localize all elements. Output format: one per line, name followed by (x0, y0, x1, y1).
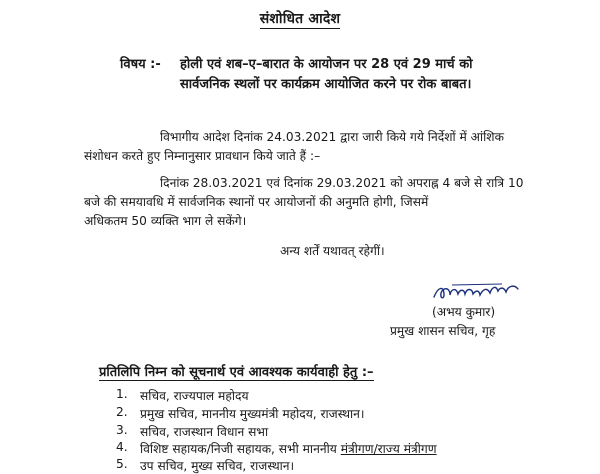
paragraph-2-line-2: बजे की समयावधि में सार्वजनिक स्थानों पर आयोजनों की अनुमति होगी, जिसमें (84, 195, 429, 209)
list-item-number: 4. (116, 440, 128, 454)
list-item: उप सचिव, मुख्य सचिव, राजस्थान। (140, 459, 295, 473)
list-item-number: 3. (116, 423, 128, 437)
document-title: संशोधित आदेश (259, 11, 341, 27)
paragraph-1-line-2: संशोधन करते हुए निम्नानुसार प्रावधान किये जाते हैं :– (84, 149, 321, 163)
list-item-text: विशिष्ट सहायक/निजी सहायक, सभी माननीय (140, 442, 337, 456)
copy-to-heading: प्रतिलिपि निम्न को सूचनार्थ एवं आवश्यक कार्यवाही हेतु :– (99, 365, 374, 380)
paragraph-2-line-1: दिनांक 28.03.2021 एवं दिनांक 29.03.2021 को अपराह्न 4 बजे से रात्रि 10 (160, 176, 524, 190)
list-item (140, 440, 437, 457)
list-item-underlined-text: मंत्रीगण/राज्य मंत्रीगण (340, 442, 437, 456)
list-item-number: 2. (116, 405, 128, 419)
paragraph-2-line-3: अधिकतम 50 व्यक्ति भाग ले सकेंगे। (84, 214, 247, 228)
signatory-name: (अभय कुमार) (432, 305, 496, 319)
list-item-number: 5. (116, 457, 128, 471)
subject-line-1: होली एवं शब–ए–बारात के आयोजन पर 28 एवं 29 मार्च को (180, 57, 473, 72)
list-item: प्रमुख सचिव, माननीय मुख्यमंत्री महोदय, राजस्थान। (140, 407, 365, 421)
subject-label: विषय :- (120, 57, 161, 72)
subject-line-2: सार्वजनिक स्थलों पर कार्यक्रम आयोजित करने पर रोक बाबत। (180, 77, 472, 92)
signatory-designation: प्रमुख शासन सचिव, गृह (390, 324, 496, 338)
list-item-number: 1. (116, 387, 128, 401)
list-item: सचिव, राजस्थान विधान सभा (140, 425, 269, 439)
signature-image (432, 281, 522, 303)
list-item: सचिव, राज्यपाल महोदय (140, 389, 249, 403)
paragraph-1-line-1: विभागीय आदेश दिनांक 24.03.2021 द्वारा जारी किये गये निर्देशों में आंशिक (160, 130, 504, 144)
paragraph-3: अन्य शर्तें यथावत् रहेगीं। (280, 244, 385, 258)
